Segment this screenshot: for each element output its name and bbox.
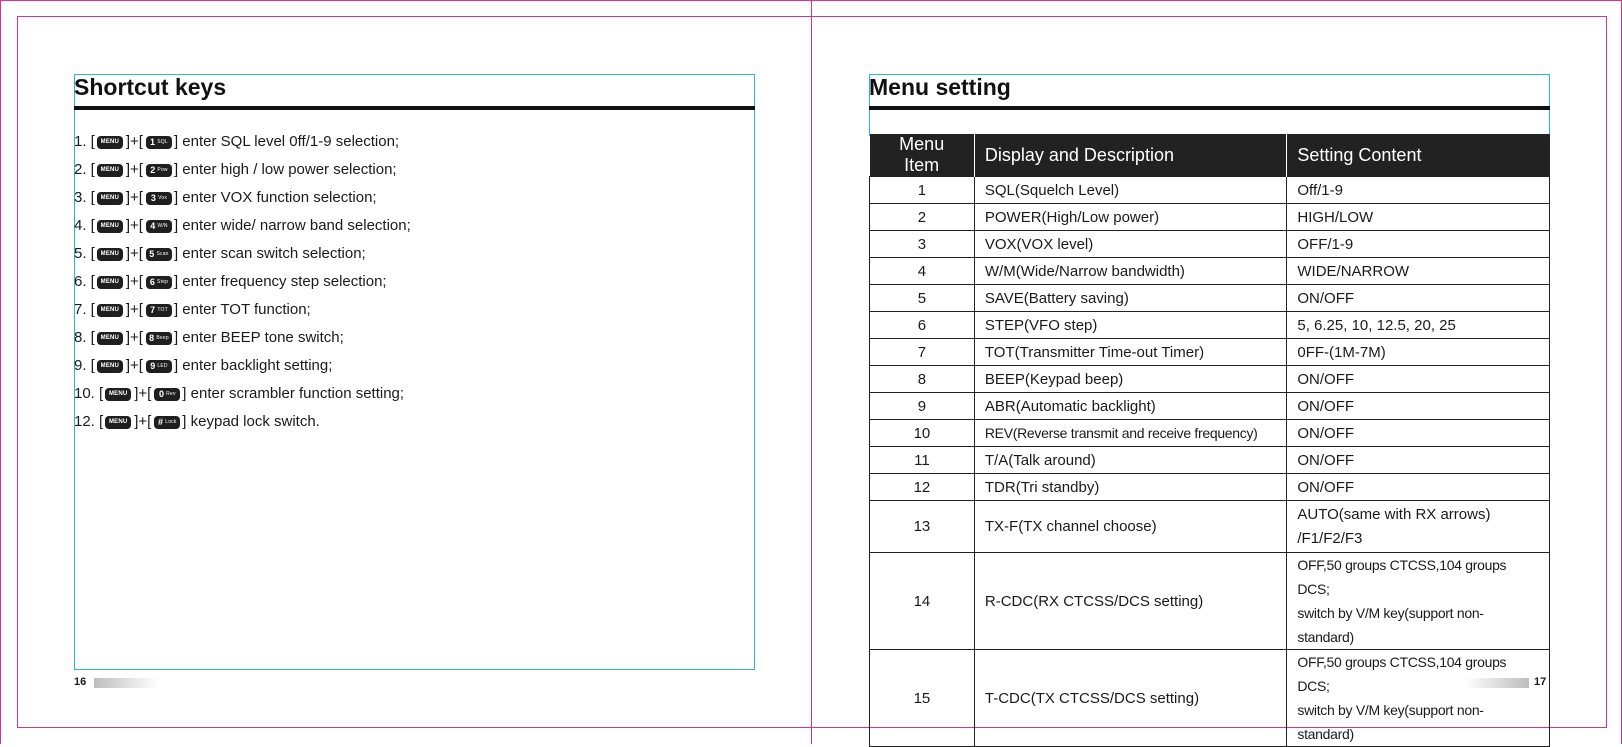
shortcut-prefix: 12. [ xyxy=(74,413,104,430)
menu-item-setting: 0FF-(1M-7M) xyxy=(1287,339,1550,366)
shortcut-item xyxy=(74,324,714,352)
menu-item-description: T-CDC(TX CTCSS/DCS setting) xyxy=(974,650,1287,747)
joiner: ]+[ xyxy=(125,245,143,262)
shortcut-item xyxy=(74,240,714,268)
menu-item-description: TDR(Tri standby) xyxy=(974,474,1287,501)
menu-item-number: 9 xyxy=(870,393,975,420)
title-rule-left xyxy=(74,106,755,110)
menu-item-number: 1 xyxy=(870,177,975,204)
menu-item-setting: ON/OFF xyxy=(1287,285,1550,312)
shortcut-description: ] enter SQL level 0ff/1-9 selection; xyxy=(173,133,400,150)
menu-key-icon: MENU xyxy=(97,276,123,289)
menu-item-description: T/A(Talk around) xyxy=(974,447,1287,474)
menu-key-icon: MENU xyxy=(97,220,123,233)
joiner: ]+[ xyxy=(134,385,152,402)
menu-key-icon: MENU xyxy=(97,360,123,373)
menu-item-setting: OFF,50 groups CTCSS,104 groups DCS; switch by V/M key(support non-standard) xyxy=(1287,553,1550,650)
joiner: ]+[ xyxy=(125,329,143,346)
menu-item-setting: HIGH/LOW xyxy=(1287,204,1550,231)
shortcut-description: ] enter VOX function selection; xyxy=(173,189,377,206)
menu-item-description: VOX(VOX level) xyxy=(974,231,1287,258)
trim-line-right-inner xyxy=(1606,16,1607,728)
menu-item-description: STEP(VFO step) xyxy=(974,312,1287,339)
menu-key-icon: MENU xyxy=(97,136,123,149)
shortcut-description: ] enter BEEP tone switch; xyxy=(173,329,344,346)
page-title-shortcut-keys: Shortcut keys xyxy=(74,74,227,100)
menu-key-icon: MENU xyxy=(97,304,123,317)
menu-item-setting: ON/OFF xyxy=(1287,420,1550,447)
shortcut-prefix: 9. [ xyxy=(74,357,95,374)
shortcut-prefix: 2. [ xyxy=(74,161,95,178)
menu-item-description: TX-F(TX channel choose) xyxy=(974,501,1287,553)
shortcut-item xyxy=(74,156,714,184)
number-key-icon: 1 SQL xyxy=(146,136,172,149)
table-row xyxy=(870,285,1550,312)
shortcut-description: ] enter high / low power selection; xyxy=(173,161,397,178)
table-row xyxy=(870,204,1550,231)
menu-item-setting: ON/OFF xyxy=(1287,474,1550,501)
menu-item-number: 15 xyxy=(870,650,975,747)
shortcut-prefix: 6. [ xyxy=(74,273,95,290)
number-key-icon: 2 Pow xyxy=(146,164,172,177)
menu-item-description: REV(Reverse transmit and receive frequency) xyxy=(974,420,1287,447)
shortcut-prefix: 1. [ xyxy=(74,133,95,150)
shortcut-prefix: 10. [ xyxy=(74,385,104,402)
shortcut-prefix: 3. [ xyxy=(74,189,95,206)
trim-line-left-inner xyxy=(17,16,18,728)
table-row xyxy=(870,420,1550,447)
joiner: ]+[ xyxy=(125,133,143,150)
joiner: ]+[ xyxy=(125,357,143,374)
menu-item-number: 14 xyxy=(870,553,975,650)
menu-item-setting: ON/OFF xyxy=(1287,447,1550,474)
table-row xyxy=(870,393,1550,420)
menu-item-description: BEEP(Keypad beep) xyxy=(974,366,1287,393)
table-row xyxy=(870,339,1550,366)
shortcut-item xyxy=(74,184,714,212)
footer-gradient-bar-right xyxy=(1465,678,1529,688)
menu-item-setting: ON/OFF xyxy=(1287,366,1550,393)
menu-item-setting: OFF/1-9 xyxy=(1287,231,1550,258)
number-key-icon: 3 Vox xyxy=(146,192,172,205)
page-title-menu-setting: Menu setting xyxy=(869,74,1011,100)
menu-item-number: 4 xyxy=(870,258,975,285)
table-row xyxy=(870,650,1550,747)
menu-item-description: ABR(Automatic backlight) xyxy=(974,393,1287,420)
joiner: ]+[ xyxy=(125,217,143,234)
table-row xyxy=(870,258,1550,285)
trim-line-left xyxy=(0,0,1,744)
column-header-description: Display and Description xyxy=(974,134,1287,177)
table-row xyxy=(870,231,1550,258)
table-row xyxy=(870,553,1550,650)
menu-item-description: TOT(Transmitter Time-out Timer) xyxy=(974,339,1287,366)
menu-key-icon: MENU xyxy=(97,164,123,177)
shortcut-list xyxy=(74,128,714,436)
menu-item-number: 6 xyxy=(870,312,975,339)
table-row xyxy=(870,474,1550,501)
trim-line-spine xyxy=(811,0,812,744)
shortcut-description: ] enter TOT function; xyxy=(173,301,311,318)
table-row xyxy=(870,447,1550,474)
number-key-icon: 6 Step xyxy=(146,276,172,289)
table-row xyxy=(870,177,1550,204)
shortcut-item xyxy=(74,408,714,436)
menu-item-description: SQL(Squelch Level) xyxy=(974,177,1287,204)
table-header-row xyxy=(870,134,1550,177)
menu-item-number: 2 xyxy=(870,204,975,231)
menu-item-setting: ON/OFF xyxy=(1287,393,1550,420)
menu-key-icon: MENU xyxy=(105,416,131,429)
column-header-menu-item: Menu Item xyxy=(870,134,975,177)
menu-setting-table xyxy=(869,134,1550,747)
shortcut-description: ] enter scan switch selection; xyxy=(173,245,366,262)
title-rule-right xyxy=(869,106,1550,110)
menu-item-description: SAVE(Battery saving) xyxy=(974,285,1287,312)
menu-item-setting: WIDE/NARROW xyxy=(1287,258,1550,285)
shortcut-description: ] enter frequency step selection; xyxy=(173,273,387,290)
menu-item-description: POWER(High/Low power) xyxy=(974,204,1287,231)
menu-key-icon: MENU xyxy=(97,332,123,345)
menu-item-number: 3 xyxy=(870,231,975,258)
shortcut-description: ] enter wide/ narrow band selection; xyxy=(173,217,411,234)
shortcut-item xyxy=(74,352,714,380)
menu-item-number: 13 xyxy=(870,501,975,553)
joiner: ]+[ xyxy=(125,189,143,206)
menu-item-setting: Off/1-9 xyxy=(1287,177,1550,204)
number-key-icon: 8 Beep xyxy=(146,332,172,345)
page-number-left: 16 xyxy=(74,676,87,688)
number-key-icon: 4 W/N xyxy=(146,220,172,233)
shortcut-item xyxy=(74,128,714,156)
shortcut-prefix: 8. [ xyxy=(74,329,95,346)
shortcut-description: ] keypad lock switch. xyxy=(182,413,320,430)
number-key-icon: 5 Scan xyxy=(146,248,172,261)
joiner: ]+[ xyxy=(134,413,152,430)
menu-item-description: W/M(Wide/Narrow bandwidth) xyxy=(974,258,1287,285)
trim-line-top-inner xyxy=(17,16,1607,17)
joiner: ]+[ xyxy=(125,161,143,178)
number-key-icon: 7 TOT xyxy=(146,304,172,317)
menu-item-number: 5 xyxy=(870,285,975,312)
number-key-icon: 0 Rev xyxy=(154,388,180,401)
column-header-setting: Setting Content xyxy=(1287,134,1550,177)
menu-item-setting: AUTO(same with RX arrows) /F1/F2/F3 xyxy=(1287,501,1550,553)
menu-item-number: 8 xyxy=(870,366,975,393)
footer-gradient-bar-left xyxy=(94,678,158,688)
shortcut-item xyxy=(74,212,714,240)
table-row xyxy=(870,501,1550,553)
menu-item-setting: OFF,50 groups CTCSS,104 groups DCS; switch by V/M key(support non-standard) xyxy=(1287,650,1550,747)
menu-key-icon: MENU xyxy=(105,388,131,401)
shortcut-item xyxy=(74,268,714,296)
menu-item-number: 7 xyxy=(870,339,975,366)
shortcut-description: ] enter backlight setting; xyxy=(173,357,333,374)
number-key-icon: 9 LED xyxy=(146,360,172,373)
shortcut-item xyxy=(74,296,714,324)
menu-item-description: R-CDC(RX CTCSS/DCS setting) xyxy=(974,553,1287,650)
menu-key-icon: MENU xyxy=(97,192,123,205)
menu-key-icon: MENU xyxy=(97,248,123,261)
page-number-right: 17 xyxy=(1534,676,1547,688)
lock-key-icon: # Lock xyxy=(154,416,180,429)
menu-item-number: 10 xyxy=(870,420,975,447)
shortcut-prefix: 5. [ xyxy=(74,245,95,262)
joiner: ]+[ xyxy=(125,273,143,290)
menu-item-setting: 5, 6.25, 10, 12.5, 20, 25 xyxy=(1287,312,1550,339)
shortcut-prefix: 7. [ xyxy=(74,301,95,318)
shortcut-prefix: 4. [ xyxy=(74,217,95,234)
joiner: ]+[ xyxy=(125,301,143,318)
shortcut-description: ] enter scrambler function setting; xyxy=(182,385,405,402)
table-row xyxy=(870,312,1550,339)
shortcut-item xyxy=(74,380,714,408)
menu-item-number: 12 xyxy=(870,474,975,501)
menu-item-number: 11 xyxy=(870,447,975,474)
table-row xyxy=(870,366,1550,393)
